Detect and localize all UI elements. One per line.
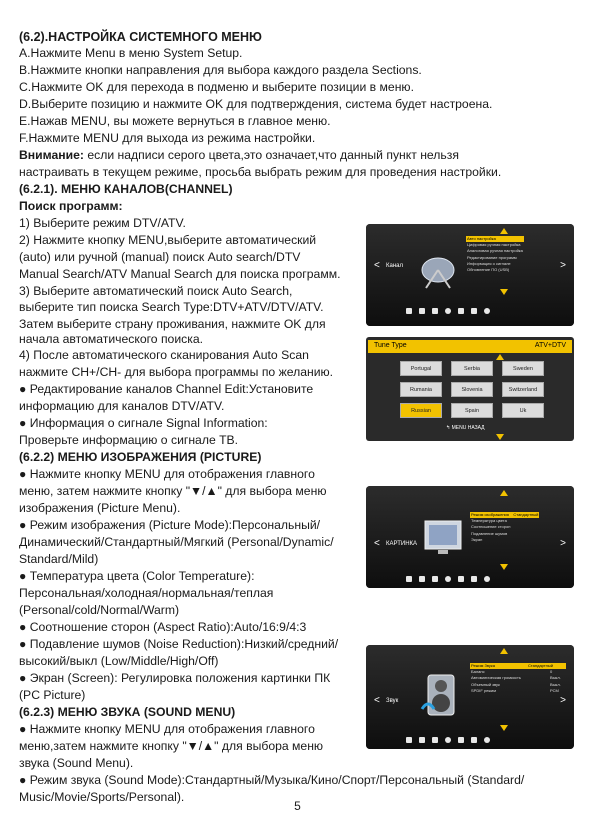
text-line: ● Подавление шумов (Noise Reduction):Низкий/средний/ [19,637,339,651]
text-line: начала автоматического поиска. [19,332,203,346]
section-heading: (6.2.1). МЕНЮ КАНАЛОВ(CHANNEL) [19,182,233,196]
text-line: ● Температура цвета (Color Temperature): [19,569,255,583]
picture-menu-screenshot [366,486,574,588]
tune-type-bar[interactable] [368,340,572,353]
menu-item[interactable]: Экран [471,536,483,542]
country-option[interactable]: Slovenia [451,382,493,397]
text-line: C.Нажмите OK для перехода в подменю и выберите позиции в меню. [19,80,414,94]
text-line: ● Нажмите кнопку MENU для отображения главного [19,722,315,736]
menu-item[interactable]: Автоматическая громкость Выкл. [471,675,561,681]
menu-item[interactable]: Авто настройка [466,236,524,242]
menu-item[interactable]: Информация о сигнале [467,260,511,266]
menu-item[interactable]: Температура цвета [471,518,507,524]
time-icon [445,737,451,743]
tune-type-screenshot [366,337,574,441]
channel-icon [406,576,412,582]
text-line: меню, затем нажмите кнопку "▼/▲" для выбора меню [19,484,327,498]
menu-item[interactable]: Цифровая ручная настройка [467,242,521,248]
time-icon [445,576,451,582]
text-line: B.Нажмите кнопки направления для выбора каждого раздела Sections. [19,63,422,77]
page-number: 5 [294,799,301,813]
text-line: меню,затем нажмите кнопку "▼/▲" для выбора меню [19,739,324,753]
country-option[interactable]: Rumania [400,382,442,397]
text-line: Проверьте информацию о сигнале ТВ. [19,433,239,447]
text-line: ● Экран (Screen): Регулировка положения картинки ПК [19,671,331,685]
menu-icon-bar [406,574,490,584]
down-arrow-icon [496,434,504,440]
picture-icon [419,576,425,582]
country-option[interactable]: Uk [502,403,544,418]
up-arrow-icon [500,228,508,234]
menu-item[interactable]: Обновление ПО (USB) [467,267,510,273]
speaker-icon [420,673,462,719]
section-heading: (6.2.2) МЕНЮ ИЗОБРАЖЕНИЯ (PICTURE) [19,450,262,464]
subheading: Поиск программ: [19,199,123,213]
down-arrow-icon [500,725,508,731]
sound-menu-screenshot [366,645,574,749]
text-line: изображения (Picture Menu). [19,501,181,515]
text-line: звука (Sound Menu). [19,756,134,770]
text-line: ● Информация о сигнале Signal Information: [19,416,268,430]
channel-menu-screenshot [366,224,574,326]
down-arrow-icon [500,289,508,295]
text-line: D.Выберите позицию и нажмите OK для подтверждения, система будет настроена. [19,97,493,111]
text-line: нажмите CH+/CH- для выбора программы по желанию. [19,365,334,379]
text-line: F.Нажмите MENU для выхода из режима настройки. [19,131,316,145]
text-line: высокий/выкл (Low/Middle/High/Off) [19,654,219,668]
tv-icon [424,520,462,556]
up-arrow-icon [500,648,508,654]
back-hint: ↰ MENU НАЗАД [446,425,485,431]
left-arrow-icon: < [374,695,380,706]
up-arrow-icon [500,490,508,496]
text-line: ● Нажмите кнопку MENU для отображения главного [19,467,315,481]
down-arrow-icon [500,564,508,570]
channel-icon [406,308,412,314]
menu-icon-bar [406,306,490,316]
tune-type-value: ATV+DTV [534,342,566,349]
text-line: (auto) или ручной (manual) поиск Auto search/DTV [19,250,301,264]
sound-icon [432,737,438,743]
country-option[interactable]: Spain [451,403,493,418]
menu-item[interactable]: SPDIF режим PCM [471,687,559,693]
warning-line [19,147,579,163]
sound-icon [432,576,438,582]
picture-menu-list [470,512,539,543]
text-line: ● Редактирование каналов Channel Edit:Установите [19,382,314,396]
text-line: A.Нажмите Menu в меню System Setup. [19,46,243,60]
right-arrow-icon: > [560,538,566,549]
left-arrow-icon: < [374,538,380,549]
menu-icon-bar [406,735,490,745]
text-line: 1) Выберите режим DTV/ATV. [19,216,186,230]
text-line: Music/Movie/Sports/Personal). [19,790,185,804]
text-line: Персональная/холодная/нормальная/теплая [19,586,274,600]
satellite-dish-icon [416,252,460,292]
text-line: Standard/Mild) [19,552,99,566]
menu-item[interactable]: Соотношение сторон [471,524,511,530]
sound-menu-list [470,663,566,694]
channel-menu-list [466,236,524,273]
country-option[interactable]: Switzerland [502,382,544,397]
text-line: (Personal/cold/Normal/Warm) [19,603,180,617]
country-option-selected[interactable]: Russian [400,403,442,418]
text-line: 4) После автоматического сканирования Auto Scan [19,348,309,362]
menu-item[interactable]: Редактирование программ [467,254,517,260]
section-heading: (6.2).НАСТРОЙКА СИСТЕМНОГО МЕНЮ [19,30,262,44]
picture-label: КАРТИНКА [386,541,418,547]
country-option[interactable]: Sweden [502,361,544,376]
picture-icon [419,737,425,743]
sound-icon [432,308,438,314]
right-arrow-icon: > [560,695,566,706]
menu-item[interactable]: Аналоговая ручная настройка [467,248,523,254]
text-line: ● Режим изображения (Picture Mode):Персональный/ [19,518,321,532]
warning-text: если надписи серого цвета,это означает,что данный пункт нельзя [83,148,459,162]
sound-label: Звук [386,698,399,704]
menu-item[interactable]: Режим изображения Стандартный [471,512,539,517]
left-arrow-icon: < [374,260,380,271]
text-line: Manual Search/ATV Manual Search для поиска программ. [19,267,341,281]
grid-icon [458,576,464,582]
text-line: ● Режим звука (Sound Mode):Стандартный/Музыка/Кино/Спорт/Персональный (Standard/ [19,773,525,787]
text-line: 3) Выберите автоматический поиск Auto Search, [19,284,293,298]
menu-item[interactable]: Режим Звука Стандартный [470,663,566,669]
settings-icon [484,308,490,314]
section-heading: (6.2.3) МЕНЮ ЗВУКА (SOUND MENU) [19,705,236,719]
text-line: выберите тип поиска Search Type:DTV+ATV/DTV/ATV. [19,300,324,314]
country-option[interactable]: Portugal [400,361,442,376]
channel-label: Канал [386,263,403,269]
country-option[interactable]: Serbia [451,361,493,376]
right-arrow-icon: > [560,260,566,271]
text-line: настраивать в текущем режиме, просьба выбрать режим для проведения настройки. [19,165,502,179]
picture-icon [419,308,425,314]
text-line: информацию для каналов DTV/ATV. [19,399,225,413]
settings-icon [484,576,490,582]
warning-label: Внимание: [19,148,84,162]
text-line: 2) Нажмите кнопку MENU,выберите автоматический [19,233,317,247]
text-line: Динамический/Стандартный/Мягкий (Personal/Dynamic/ [19,535,334,549]
time-icon [445,308,451,314]
menu-item[interactable]: Подавление шумов [471,530,508,536]
lock-icon [471,576,477,582]
text-line: Затем выберите страну проживания, нажмите OK для [19,317,326,331]
text-line: (PC Picture) [19,688,86,702]
channel-icon [406,737,412,743]
menu-item[interactable]: Баланс 0 [471,669,553,675]
tune-type-title: Tune Type [374,342,407,349]
grid-icon [458,308,464,314]
grid-icon [458,737,464,743]
menu-item[interactable]: Объемный звук Выкл. [471,681,561,687]
text-line: ● Соотношение сторон (Aspect Ratio):Auto/16:9/4:3 [19,620,307,634]
settings-icon [484,737,490,743]
lock-icon [471,737,477,743]
lock-icon [471,308,477,314]
up-arrow-icon [496,354,504,360]
text-line: E.Нажав MENU, вы можете вернуться в главное меню. [19,114,331,128]
